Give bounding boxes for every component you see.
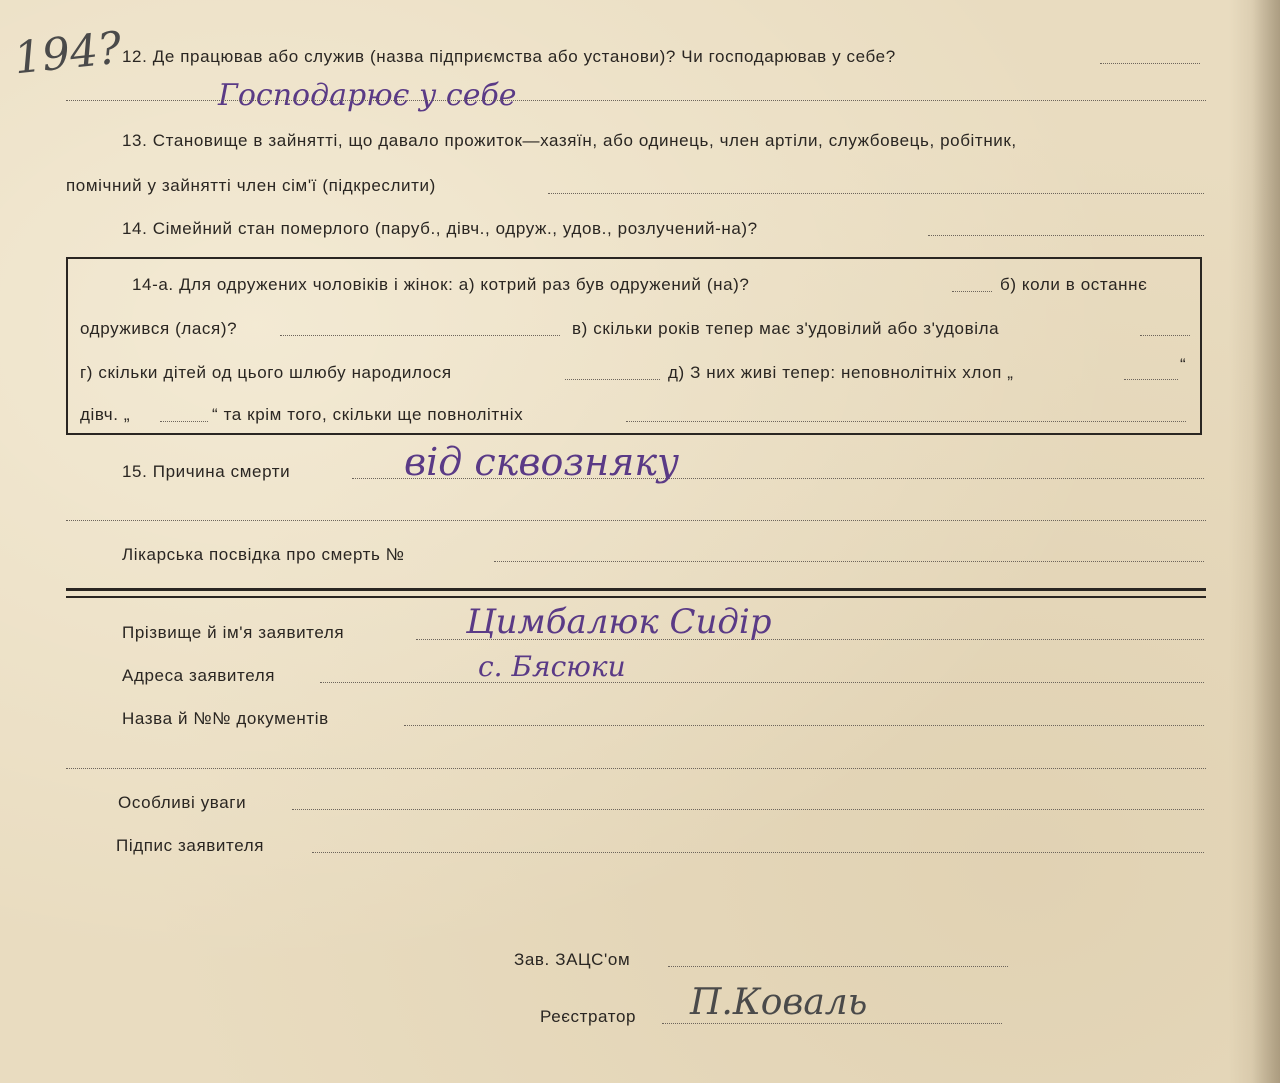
notes-label: Особливі уваги — [118, 793, 247, 812]
q14a-line3c: “ — [1180, 355, 1187, 374]
q14a-dots-2 — [280, 335, 560, 336]
head-label: Зав. ЗАЦС'ом — [514, 950, 631, 969]
q14a-dots-4 — [565, 379, 660, 380]
q14a-dots-1 — [952, 291, 992, 292]
notes-dots — [292, 809, 1204, 810]
divider-thick — [66, 588, 1206, 591]
registrar-signature: П.Коваль — [690, 982, 868, 1023]
q14a-line4a: дівч. „ — [80, 405, 131, 424]
q14-label: 14. Сімейний стан померлого (паруб., дівч., одруж., удов., розлучений-на)? — [122, 219, 758, 238]
signature-dots — [312, 852, 1204, 853]
q14a-line3a: г) скільки дітей од цього шлюбу народилося — [80, 363, 452, 382]
signature-label: Підпис заявителя — [116, 836, 265, 855]
applicant-address-dots — [320, 682, 1204, 683]
registrar-dots — [662, 1023, 1002, 1024]
q14a-line2b: в) скільки років тепер має з'удовілий або з'удовіла — [572, 319, 1000, 338]
q13-dots — [548, 193, 1204, 194]
registrar-label: Реєстратор — [540, 1007, 637, 1026]
applicant-docs-dots-2 — [66, 768, 1206, 769]
q13-line2: помічний у зайнятті член сім'ї (підкреслити) — [66, 176, 436, 195]
q14a-dots-3 — [1140, 335, 1190, 336]
q15-dots-2 — [66, 520, 1206, 521]
medical-label: Лікарська посвідка про смерть № — [122, 545, 405, 564]
q12-answer: Господарює у себе — [218, 78, 517, 113]
q14a-line3b: д) З них живі тепер: неповнолітніх хлоп „ — [668, 363, 1014, 382]
q15-label: 15. Причина смерти — [122, 462, 291, 481]
q12-label: 12. Де працював або служив (назва підприємства або установи)? Чи господарював у себе? — [122, 47, 896, 66]
q14a-dots-6 — [160, 421, 208, 422]
medical-dots — [494, 561, 1204, 562]
q14a-dots-7 — [626, 421, 1186, 422]
applicant-docs-label: Назва й №№ документів — [122, 709, 329, 728]
q12-dots-2 — [66, 100, 1206, 101]
applicant-address-value: с. Бясюки — [478, 650, 626, 683]
q14a-line1b: б) коли в останнє — [1000, 275, 1148, 294]
head-dots — [668, 966, 1008, 967]
q14-dots — [928, 235, 1204, 236]
q15-answer: від сквозняку — [404, 440, 680, 484]
applicant-name-value: Цимбалюк Сидір — [466, 602, 772, 642]
q12-dots-1 — [1100, 63, 1200, 64]
q14a-line1a: 14-а. Для одружених чоловіків і жінок: а) котрий раз був одружений (на)? — [132, 275, 750, 294]
q13-line1: 13. Становище в зайнятті, що давало прожиток—хазяїн, або одинець, член артіли, службовець, робітник, — [122, 131, 1017, 150]
page-edge-shadow — [1252, 0, 1280, 1083]
q14a-line4b: “ та крім того, скільки ще повнолітніх — [212, 405, 524, 424]
q14a-line2a: одружився (лася)? — [80, 319, 238, 338]
margin-note: 194? — [11, 22, 124, 85]
q14a-dots-5 — [1124, 379, 1178, 380]
applicant-name-label: Прізвище й ім'я заявителя — [122, 623, 345, 642]
applicant-address-label: Адреса заявителя — [122, 666, 276, 685]
divider-thin — [66, 596, 1206, 598]
applicant-docs-dots — [404, 725, 1204, 726]
